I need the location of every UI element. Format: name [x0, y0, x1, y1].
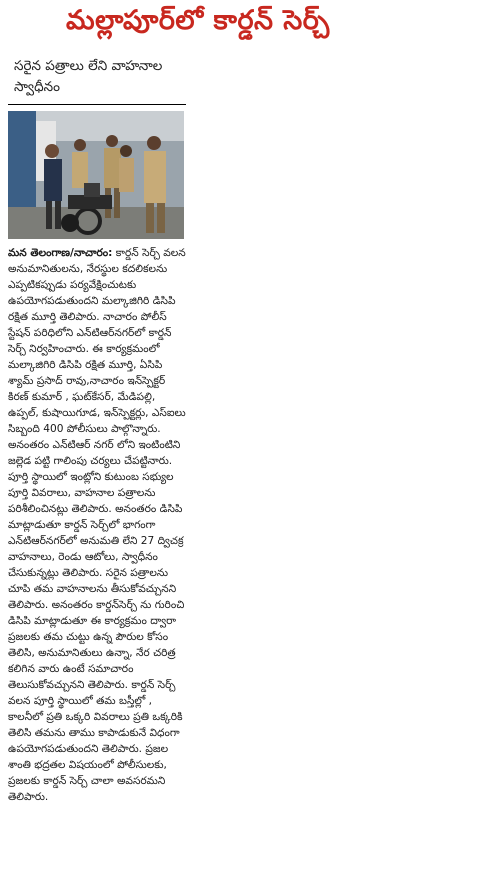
headline: మల్లాపూర్‌లో కార్డన్ సెర్చ్ — [66, 5, 330, 36]
news-photo — [8, 111, 184, 239]
subheadline: సరైన పత్రాలు లేని వాహనాల స్వాధీనం — [14, 58, 163, 95]
article-text: కార్డన్ సెర్చ్ వలన అనుమానితులను, నేరస్థుల కదలికలను ఎప్పటికప్పుడు పర్యవేక్షించుటకు ఉపయోగపడుతుందని మల్కాజిగిరి డిసిపి రక్షిత మూర్తి తెలిపారు. నాచారం పోలీస్ స్టేషన్ పరిధిలోని ఎన్‌టిఆర్‌నగర్‌లో కార్డన్ సెర్చ్ నిర్వహించారు. ఈ కార్యక్రమంలో మల్కాజిగిరి డిసిపి రక్షిత మూర్తి, ఏసిపి శ్యామ్ ప్రసాద్ రావు,నాచారం ఇన్‌స్పెక్టర్ కిరణ్ కుమార్ , ఘట్‌కేసర్, మేడిపల్లి, ఉప్పల్, కుషాయిగూడ, ఇన్‌స్పెక్టర్లు, ఎస్‌ఐలు సిబ్బంది 400 పోలీసులు పాల్గొన్నారు. అనంతరం ఎన్‌టిఆర్ నగర్ లోని ఇంటింటిని జల్లెడ పట్టి గాలింపు చర్యలు చేపట్టినారు. పూర్తి స్థాయిలో ఇంట్లోని కుటుంబ సభ్యుల పూర్తి వివరాలు, వాహనాల పత్రాలను పరిశీలించినట్లు తెలిపారు. అనంతరం డిసిపి మాట్లాడుతూ కార్డన్ సెర్చ్‌లో భాగంగా ఎన్‌టిఆర్‌నగర్‌లో అనుమతి లేని 27 ద్విచక్ర వాహనాలు, రెండు ఆటోలు, స్వాధీనం చేసుకున్నట్లు తెలిపారు. సరైన పత్రాలను చూపి తమ వాహనాలను తీసుకోవచ్చునని తెలిపారు. అనంతరం కార్డన్‌సెర్చ్ ను గురించి డిసిపి మాట్లాడుతూ ఈ కార్యక్రమం ద్వారా ప్రజలకు తమ చుట్టు ఉన్న పౌరుల కోసం తెలిసి, అనుమానితులు ఉన్నా, నేర చరిత్ర కలిగిన వారు ఉంటే సమాచారం తెలుసుకోవచ్చునని తెలిపారు. కార్డన్ సెర్చ్ వలన పూర్తి స్థాయిలో తమ బస్తీల్లో , కాలనీలో ప్రతి ఒక్కరి వివరాలు ప్రతి ఒక్కరికి తెలిసి తమను తాము కాపాడుకునే విధంగా ఉపయోగపడుతుందని తెలిపారు. ప్రజల శాంతి భద్రతల విషయంలో పోలీసులకు, ప్రజలకు కార్డన్ సెర్చ్ చాలా అవసరమని తెలిపారు. — [8, 247, 186, 803]
article-column — [8, 52, 186, 805]
news-photo-police-inspecting-motorcycle-icon — [8, 111, 184, 239]
article-body — [8, 245, 186, 805]
divider — [8, 104, 186, 105]
dateline: మన తెలంగాణ/నాచారం: — [8, 247, 113, 259]
